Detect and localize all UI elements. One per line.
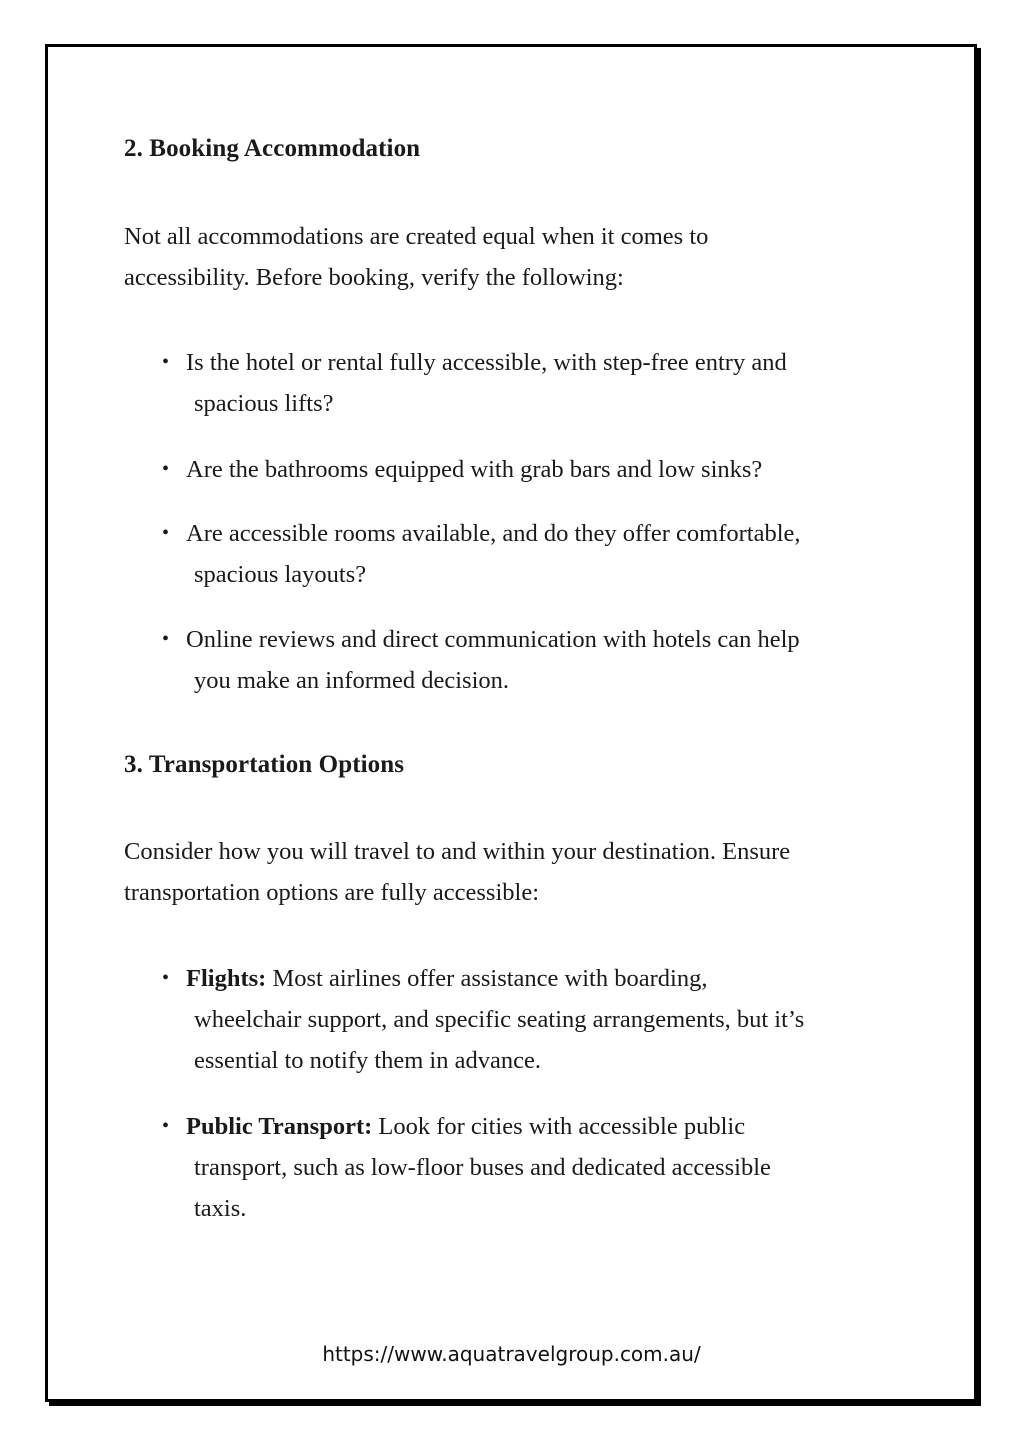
- list-item: [124, 449, 914, 490]
- transport-intro-line: Consider how you will travel to and within your destination. Ensure: [124, 838, 791, 865]
- list-item-text: Online reviews and direct communication with hotels can help: [186, 626, 800, 653]
- booking-intro-line: accessibility. Before booking, verify the following:: [124, 264, 624, 291]
- transport-intro-paragraph: [124, 831, 904, 913]
- booking-intro-line: Not all accommodations are created equal when it comes to: [124, 223, 709, 250]
- bullet-icon: •: [162, 967, 170, 989]
- list-item-text: Are accessible rooms available, and do they offer comfortable,: [186, 520, 801, 547]
- list-item: [124, 619, 914, 701]
- list-item: [124, 513, 914, 595]
- list-item-text: essential to notify them in advance.: [194, 1047, 541, 1074]
- footer-website-link[interactable]: https://www.aquatravelgroup.com.au/: [322, 1342, 701, 1366]
- list-item-text: taxis.: [194, 1195, 247, 1222]
- list-item: [124, 958, 914, 1081]
- bullet-icon: •: [162, 1115, 170, 1137]
- bullet-icon: •: [162, 628, 170, 650]
- list-item-text: you make an informed decision.: [194, 667, 510, 694]
- list-item-text: transport, such as low-floor buses and dedicated accessible: [194, 1154, 771, 1181]
- bullet-icon: •: [162, 522, 170, 544]
- transport-intro-line: transportation options are fully accessible:: [124, 879, 540, 906]
- section-heading-booking: 2. Booking Accommodation: [124, 135, 421, 162]
- list-item-lead: Public Transport:: [186, 1113, 373, 1140]
- list-item-first-line: [124, 958, 914, 999]
- list-item-text: wheelchair support, and specific seating arrangements, but it’s: [194, 1006, 805, 1033]
- booking-intro-paragraph: [124, 216, 904, 298]
- list-item: [124, 342, 914, 424]
- list-item-text: Most airlines offer assistance with boarding,: [266, 965, 708, 992]
- list-item-text: Are the bathrooms equipped with grab bars and low sinks?: [186, 456, 763, 483]
- list-item-first-line: [124, 1106, 914, 1147]
- list-item-text: spacious layouts?: [194, 561, 367, 588]
- section-heading-transportation: 3. Transportation Options: [124, 751, 405, 778]
- list-item: [124, 1106, 914, 1229]
- list-item-text: Look for cities with accessible public: [372, 1113, 746, 1140]
- list-item-lead: Flights:: [186, 965, 267, 992]
- bullet-icon: •: [162, 351, 170, 373]
- list-item-text: Is the hotel or rental fully accessible, with step-free entry and: [186, 349, 787, 376]
- list-item-text: spacious lifts?: [194, 390, 334, 417]
- bullet-icon: •: [162, 458, 170, 480]
